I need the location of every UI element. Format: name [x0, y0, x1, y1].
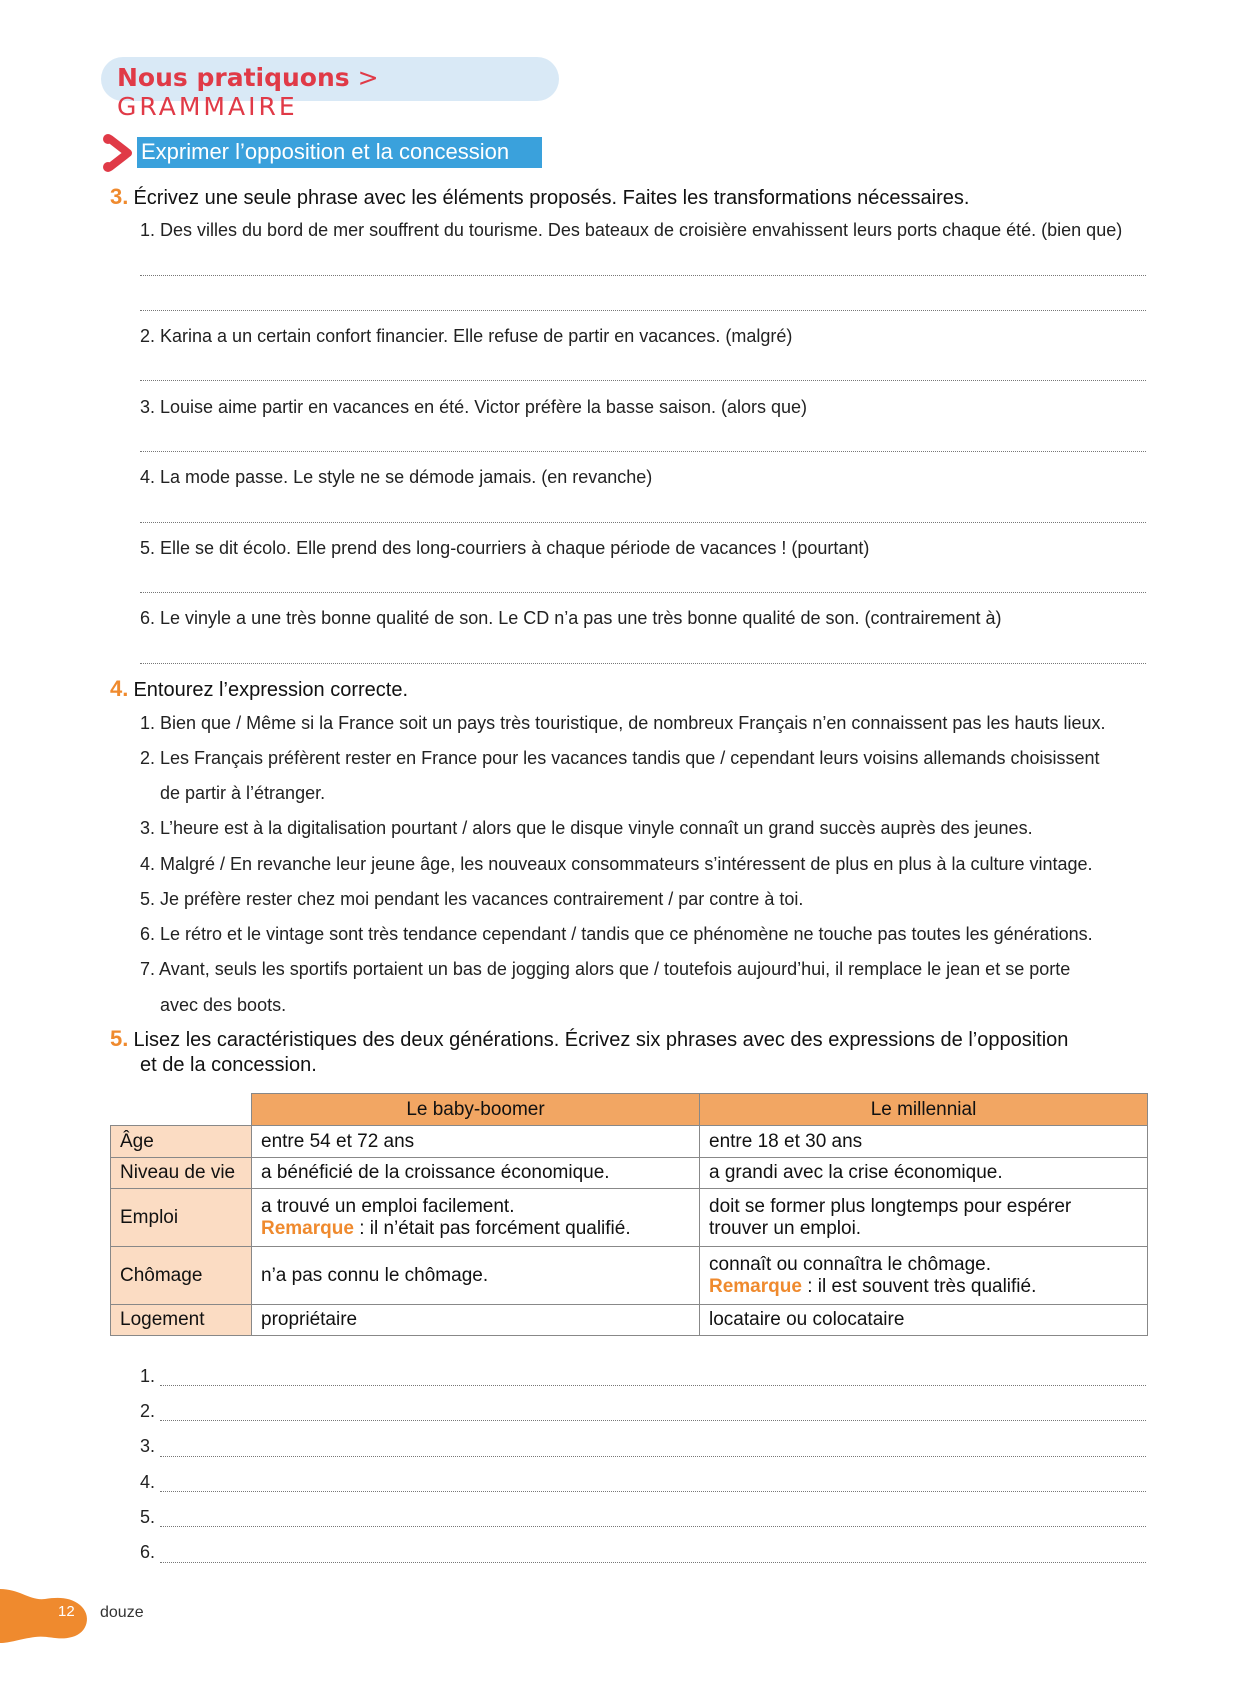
cell-text: connaît ou connaîtra le chômage.	[709, 1253, 992, 1275]
ex3-item-3: 3. Louise aime partir en vacances en été. Victor préfère la basse saison. (alors que)	[140, 397, 808, 417]
page-word: douze	[100, 1604, 144, 1621]
cell-remark	[709, 1276, 1138, 1298]
ex3-item-1: 1. Des villes du bord de mer souffrent du tourisme. Des bateaux de croisière envahissent leurs ports chaque été. (bien que)	[140, 220, 1123, 240]
ex5-instruction-1: Lisez les caractéristiques des deux générations. Écrivez six phrases avec des expressions de l’opposition	[133, 1029, 1069, 1051]
page-number-badge	[0, 1585, 100, 1645]
table-row	[111, 1305, 1148, 1336]
answer-line[interactable]	[140, 275, 1146, 276]
row-label: Chômage	[111, 1247, 252, 1305]
header-title	[117, 63, 559, 121]
cell-millennial: locataire ou colocataire	[700, 1305, 1148, 1336]
ex3-instruction: Écrivez une seule phrase avec les éléments proposés. Faites les transformations nécessaires.	[133, 187, 970, 209]
row-label: Âge	[111, 1126, 252, 1158]
answer-number: 4.	[140, 1472, 156, 1492]
answer-line[interactable]	[140, 592, 1146, 593]
table-header-millennial: Le millennial	[700, 1094, 1148, 1126]
table-corner	[111, 1094, 252, 1126]
ex4-line-2-cont: de partir à l’étranger.	[160, 783, 326, 803]
answer-line[interactable]	[160, 1385, 1146, 1386]
ex5-number: 5.	[110, 1026, 129, 1051]
header-separator: >	[349, 63, 379, 92]
answer-line[interactable]	[160, 1491, 1146, 1492]
answer-number: 3.	[140, 1436, 156, 1456]
cell-text: doit se former plus longtemps pour espérer	[709, 1195, 1072, 1217]
ex4-line-6[interactable]: 6. Le rétro et le vintage sont très tendance cependant / tandis que ce phénomène ne touche pas toutes les générations.	[140, 924, 1093, 944]
cell-millennial	[700, 1247, 1148, 1305]
header-banner	[101, 57, 559, 121]
answer-line[interactable]	[160, 1562, 1146, 1563]
answer-number: 1.	[140, 1366, 156, 1386]
answer-line[interactable]	[140, 451, 1146, 452]
ex5-heading	[110, 1026, 1068, 1052]
ex4-heading	[110, 676, 408, 702]
ex4-line-7-cont: avec des boots.	[160, 995, 287, 1015]
generations-table	[110, 1093, 1148, 1336]
remark-text: : il n’était pas forcément qualifié.	[353, 1217, 631, 1239]
table-row	[111, 1247, 1148, 1305]
answer-line[interactable]	[140, 663, 1146, 664]
ex3-item-6: 6. Le vinyle a une très bonne qualité de son. Le CD n’a pas une très bonne qualité de son. (contrairement à)	[140, 608, 1002, 628]
answer-line[interactable]	[140, 310, 1146, 311]
answer-number: 6.	[140, 1542, 156, 1562]
answer-line[interactable]	[140, 380, 1146, 381]
table-header-baby-boomer: Le baby-boomer	[252, 1094, 700, 1126]
cell-text: a trouvé un emploi facilement.	[261, 1195, 515, 1217]
row-label: Logement	[111, 1305, 252, 1336]
remark-label: Remarque	[261, 1217, 354, 1239]
answer-number: 5.	[140, 1507, 156, 1527]
ex4-line-2[interactable]: 2. Les Français préfèrent rester en France pour les vacances tandis que / cependant leurs voisins allemands choisissent	[140, 748, 1100, 768]
table-row	[111, 1126, 1148, 1158]
remark-text: : il est souvent très qualifié.	[801, 1275, 1037, 1297]
table-row	[111, 1189, 1148, 1247]
ex3-item-2: 2. Karina a un certain confort financier. Elle refuse de partir en vacances. (malgré)	[140, 326, 793, 346]
ex5-instruction-2: et de la concession.	[140, 1054, 317, 1076]
answer-line[interactable]	[160, 1456, 1146, 1457]
section-title-bar	[137, 137, 542, 168]
section-title: Exprimer l’opposition et la concession	[141, 139, 510, 164]
ex4-line-7[interactable]: 7. Avant, seuls les sportifs portaient un bas de jogging alors que / toutefois aujourd’hui, il remplace le jean et se porte	[140, 959, 1071, 979]
header-section: GRAMMAIRE	[117, 92, 298, 121]
ex4-line-5[interactable]: 5. Je préfère rester chez moi pendant les vacances contrairement / par contre à toi.	[140, 889, 804, 909]
cell-text-cont: trouver un emploi.	[709, 1217, 862, 1239]
ex4-instruction: Entourez l’expression correcte.	[133, 679, 409, 701]
answer-number: 2.	[140, 1401, 156, 1421]
row-label: Emploi	[111, 1189, 252, 1247]
page-number: 12	[58, 1603, 75, 1620]
cell-millennial: entre 18 et 30 ans	[700, 1126, 1148, 1158]
cell-baby-boomer: a bénéficié de la croissance économique.	[252, 1158, 700, 1189]
ex3-item-5: 5. Elle se dit écolo. Elle prend des long-courriers à chaque période de vacances ! (pourtant)	[140, 538, 870, 558]
answer-line[interactable]	[140, 522, 1146, 523]
answer-line[interactable]	[160, 1526, 1146, 1527]
cell-baby-boomer: propriétaire	[252, 1305, 700, 1336]
cell-baby-boomer: n’a pas connu le chômage.	[252, 1247, 700, 1305]
remark-label: Remarque	[709, 1275, 802, 1297]
ex4-number: 4.	[110, 676, 129, 701]
ex3-number: 3.	[110, 184, 129, 209]
cell-baby-boomer	[252, 1189, 700, 1247]
ex3-item-4: 4. La mode passe. Le style ne se démode jamais. (en revanche)	[140, 467, 653, 487]
table-row	[111, 1158, 1148, 1189]
header-title-bold: Nous pratiquons	[117, 63, 350, 92]
ex4-line-4[interactable]: 4. Malgré / En revanche leur jeune âge, les nouveaux consommateurs s’intéressent de plus en plus à la culture vintage.	[140, 854, 1093, 874]
ex3-heading	[110, 184, 969, 210]
cell-millennial	[700, 1189, 1148, 1247]
cell-remark	[261, 1218, 690, 1240]
row-label: Niveau de vie	[111, 1158, 252, 1189]
section-bullet-icon	[98, 131, 138, 175]
ex4-line-3[interactable]: 3. L’heure est à la digitalisation pourtant / alors que le disque vinyle connaît un grand succès auprès des jeunes.	[140, 818, 1033, 838]
ex4-line-1[interactable]: 1. Bien que / Même si la France soit un pays très touristique, de nombreux Français n’en connaissent pas les hauts lieux.	[140, 713, 1106, 733]
cell-millennial: a grandi avec la crise économique.	[700, 1158, 1148, 1189]
cell-baby-boomer: entre 54 et 72 ans	[252, 1126, 700, 1158]
answer-line[interactable]	[160, 1420, 1146, 1421]
